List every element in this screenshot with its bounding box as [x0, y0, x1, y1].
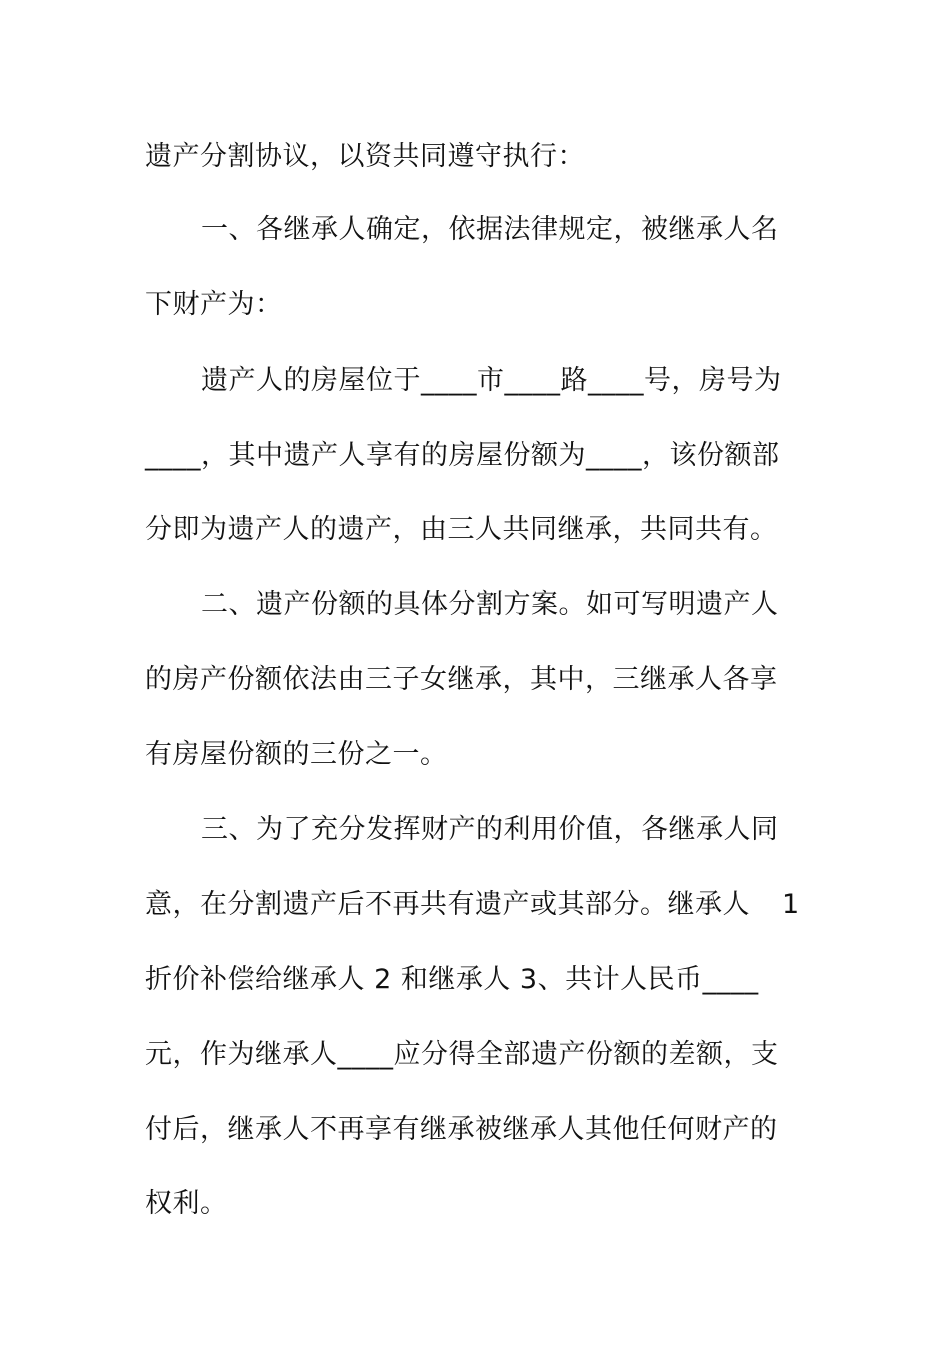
text-line: 下财产为： [145, 289, 283, 320]
text-line: 二、遗产份额的具体分割方案。如可写明遗产人 [201, 589, 779, 620]
text-line: 意，在分割遗产后不再共有遗产或其部分。继承人 [145, 889, 750, 920]
text-line: 遗产人的房屋位于____市____路____号，房号为 [201, 365, 782, 396]
margin-number: 1 [782, 889, 800, 920]
text-line: 权利。 [145, 1188, 228, 1219]
text-line: 三、为了充分发挥财产的利用价值，各继承人同 [201, 814, 779, 845]
text-line: 一、各继承人确定，依据法律规定，被继承人名 [201, 214, 779, 245]
text-line: 遗产分割协议，以资共同遵守执行： [145, 141, 585, 172]
text-line: 有房屋份额的三份之一。 [145, 739, 448, 770]
text-line: 折价补偿给继承人 2 和继承人 3、共计人民币____ [145, 964, 759, 995]
text-line: 分即为遗产人的遗产，由三人共同继承，共同共有。 [145, 514, 778, 545]
text-line: 的房产份额依法由三子女继承，其中，三继承人各享 [145, 664, 778, 695]
text-line: 元，作为继承人____应分得全部遗产份额的差额，支 [145, 1039, 779, 1070]
text-line: ____，其中遗产人享有的房屋份额为____，该份额部 [145, 440, 780, 471]
text-line: 付后，继承人不再享有继承被继承人其他任何财产的 [145, 1114, 778, 1145]
